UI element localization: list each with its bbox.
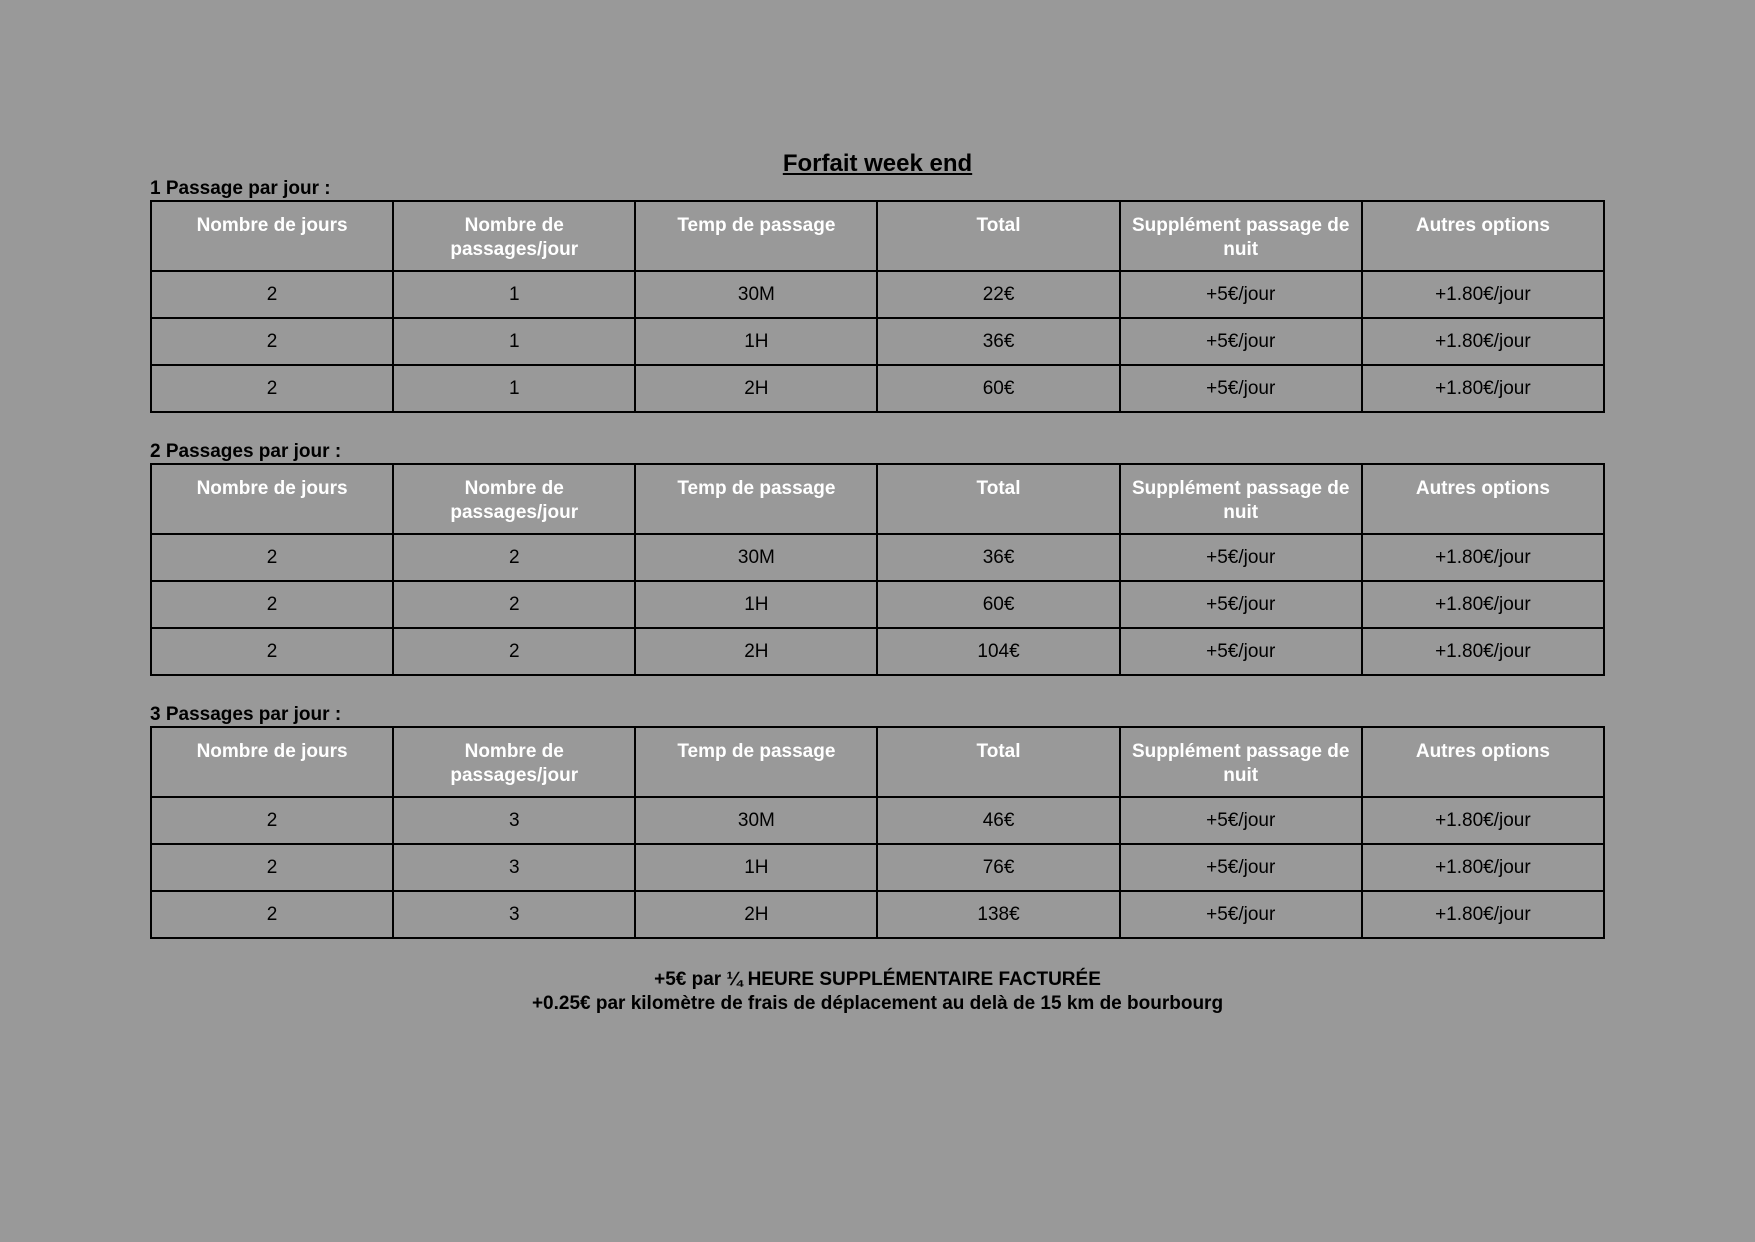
column-header-total: Total (877, 727, 1119, 797)
footer-note-extra-quarter-hour: +5€ par ¼ HEURE SUPPLÉMENTAIRE FACTURÉE (654, 969, 1101, 990)
column-header-nombre-de-jours: Nombre de jours (151, 727, 393, 797)
cell-total: 138€ (877, 891, 1119, 938)
table-row (151, 318, 1604, 365)
cell-supplement-nuit: +5€/jour (1120, 844, 1362, 891)
cell-autres-options: +1.80€/jour (1362, 844, 1604, 891)
cell-temps: 1H (635, 844, 877, 891)
section-2-passages (150, 441, 1605, 676)
cell-passages: 1 (393, 365, 635, 412)
cell-autres-options: +1.80€/jour (1362, 271, 1604, 318)
cell-total: 104€ (877, 628, 1119, 675)
column-header-supplement-nuit: Supplément passage de nuit (1120, 727, 1362, 797)
section-1-passage (150, 178, 1605, 413)
column-header-autres-options: Autres options (1362, 201, 1604, 271)
cell-temps: 30M (635, 271, 877, 318)
table-row (151, 891, 1604, 938)
cell-jours: 2 (151, 581, 393, 628)
cell-passages: 1 (393, 318, 635, 365)
cell-jours: 2 (151, 844, 393, 891)
cell-temps: 1H (635, 581, 877, 628)
column-header-passages-par-jour: Nombre de passages/jour (393, 727, 635, 797)
price-table (150, 463, 1605, 676)
cell-passages: 1 (393, 271, 635, 318)
column-header-autres-options: Autres options (1362, 727, 1604, 797)
cell-temps: 2H (635, 891, 877, 938)
cell-total: 76€ (877, 844, 1119, 891)
cell-total: 46€ (877, 797, 1119, 844)
cell-autres-options: +1.80€/jour (1362, 891, 1604, 938)
column-header-nombre-de-jours: Nombre de jours (151, 201, 393, 271)
column-header-passages-par-jour: Nombre de passages/jour (393, 464, 635, 534)
cell-total: 60€ (877, 581, 1119, 628)
cell-passages: 2 (393, 628, 635, 675)
cell-supplement-nuit: +5€/jour (1120, 628, 1362, 675)
cell-jours: 2 (151, 891, 393, 938)
cell-total: 60€ (877, 365, 1119, 412)
table-row (151, 797, 1604, 844)
cell-autres-options: +1.80€/jour (1362, 534, 1604, 581)
cell-supplement-nuit: +5€/jour (1120, 271, 1362, 318)
cell-jours: 2 (151, 797, 393, 844)
price-table (150, 200, 1605, 413)
cell-passages: 3 (393, 844, 635, 891)
cell-temps: 1H (635, 318, 877, 365)
cell-temps: 30M (635, 797, 877, 844)
cell-supplement-nuit: +5€/jour (1120, 581, 1362, 628)
page-title: Forfait week end (782, 150, 973, 177)
cell-jours: 2 (151, 365, 393, 412)
cell-autres-options: +1.80€/jour (1362, 365, 1604, 412)
table-row (151, 365, 1604, 412)
footer-note-travel-fees: +0.25€ par kilomètre de frais de déplacement au delà de 15 km de bourbourg (531, 993, 1224, 1014)
column-header-nombre-de-jours: Nombre de jours (151, 464, 393, 534)
table-row (151, 628, 1604, 675)
column-header-temp-de-passage: Temp de passage (635, 201, 877, 271)
section-heading: 2 Passages par jour : (150, 441, 342, 462)
cell-temps: 30M (635, 534, 877, 581)
cell-supplement-nuit: +5€/jour (1120, 365, 1362, 412)
cell-passages: 3 (393, 891, 635, 938)
cell-supplement-nuit: +5€/jour (1120, 534, 1362, 581)
table-row (151, 581, 1604, 628)
column-header-passages-par-jour: Nombre de passages/jour (393, 201, 635, 271)
cell-autres-options: +1.80€/jour (1362, 318, 1604, 365)
column-header-supplement-nuit: Supplément passage de nuit (1120, 201, 1362, 271)
cell-supplement-nuit: +5€/jour (1120, 891, 1362, 938)
cell-jours: 2 (151, 534, 393, 581)
cell-total: 36€ (877, 534, 1119, 581)
column-header-temp-de-passage: Temp de passage (635, 464, 877, 534)
column-header-supplement-nuit: Supplément passage de nuit (1120, 464, 1362, 534)
cell-autres-options: +1.80€/jour (1362, 797, 1604, 844)
table-row (151, 534, 1604, 581)
column-header-total: Total (877, 201, 1119, 271)
cell-passages: 3 (393, 797, 635, 844)
cell-autres-options: +1.80€/jour (1362, 581, 1604, 628)
section-heading: 3 Passages par jour : (150, 704, 342, 725)
cell-total: 22€ (877, 271, 1119, 318)
column-header-temp-de-passage: Temp de passage (635, 727, 877, 797)
cell-autres-options: +1.80€/jour (1362, 628, 1604, 675)
cell-passages: 2 (393, 581, 635, 628)
cell-passages: 2 (393, 534, 635, 581)
cell-supplement-nuit: +5€/jour (1120, 318, 1362, 365)
price-table (150, 726, 1605, 939)
table-header-row (151, 727, 1604, 797)
table-header-row (151, 464, 1604, 534)
cell-jours: 2 (151, 271, 393, 318)
cell-supplement-nuit: +5€/jour (1120, 797, 1362, 844)
table-row (151, 844, 1604, 891)
cell-total: 36€ (877, 318, 1119, 365)
section-3-passages (150, 704, 1605, 939)
cell-temps: 2H (635, 628, 877, 675)
cell-jours: 2 (151, 318, 393, 365)
table-row (151, 271, 1604, 318)
cell-jours: 2 (151, 628, 393, 675)
section-heading: 1 Passage par jour : (150, 178, 331, 199)
column-header-autres-options: Autres options (1362, 464, 1604, 534)
table-header-row (151, 201, 1604, 271)
column-header-total: Total (877, 464, 1119, 534)
footer-notes (0, 968, 1755, 1016)
cell-temps: 2H (635, 365, 877, 412)
